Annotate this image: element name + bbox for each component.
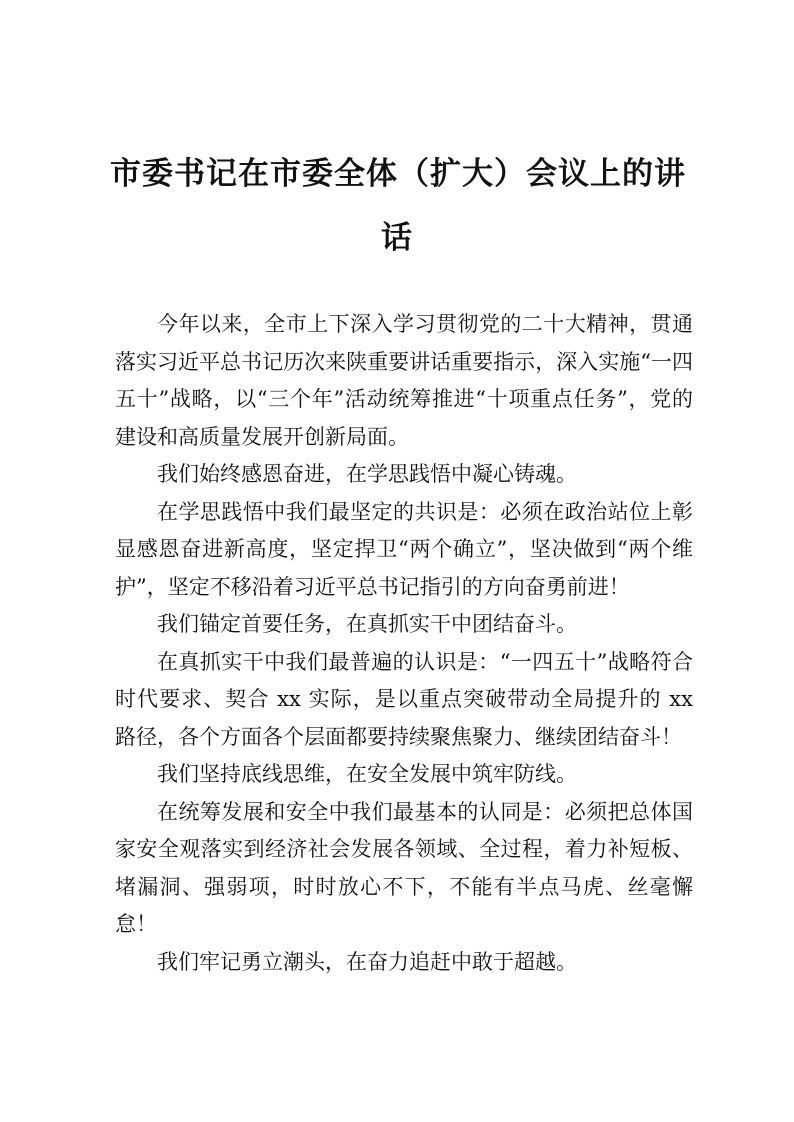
title-line-1: 市委书记在市委全体（扩大）会议上的讲 (110, 156, 686, 192)
paragraph-body-1: 在学思践悟中我们最坚定的共识是：必须在政治站位上彰显感恩奋进新高度，坚定捍卫“两个确立”，坚决做到“两个维护”，坚定不移沿着习近平总书记指引的方向奋勇前进！ (115, 499, 693, 599)
paragraph-body-3: 在统筹发展和安全中我们最基本的认同是：必须把总体国家安全观落实到经济社会发展各领域、全过程，着力补短板、堵漏洞、强弱项，时时放心不下，不能有半点马虎、丝毫懈怠！ (115, 799, 693, 936)
document-title (110, 142, 684, 270)
title-line-2: 话 (381, 220, 413, 256)
paragraph-heading-1: 我们始终感恩奋进，在学思践悟中凝心铸魂。 (157, 462, 577, 486)
paragraph-intro: 今年以来，全市上下深入学习贯彻党的二十大精神，贯通落实习近平总书记历次来陕重要讲话重要指示，深入实施“一四五十”战略，以“三个年”活动统筹推进“十项重点任务”，党的建设和高质量发展开创新局面。 (115, 312, 693, 449)
paragraph-body-2: 在真抓实干中我们最普遍的认识是：“一四五十”战略符合时代要求、契合 xx 实际，是以重点突破带动全局提升的 xx 路径，各个方面各个层面都要持续聚焦聚力、继续团结奋斗！ (115, 649, 693, 749)
paragraph-heading-4: 我们牢记勇立潮头，在奋力追赶中敢于超越。 (157, 949, 577, 974)
paragraph-heading-3: 我们坚持底线思维，在安全发展中筑牢防线。 (157, 762, 577, 786)
paragraph-heading-2: 我们锚定首要任务，在真抓实干中团结奋斗。 (157, 612, 577, 636)
document-body (115, 306, 693, 981)
